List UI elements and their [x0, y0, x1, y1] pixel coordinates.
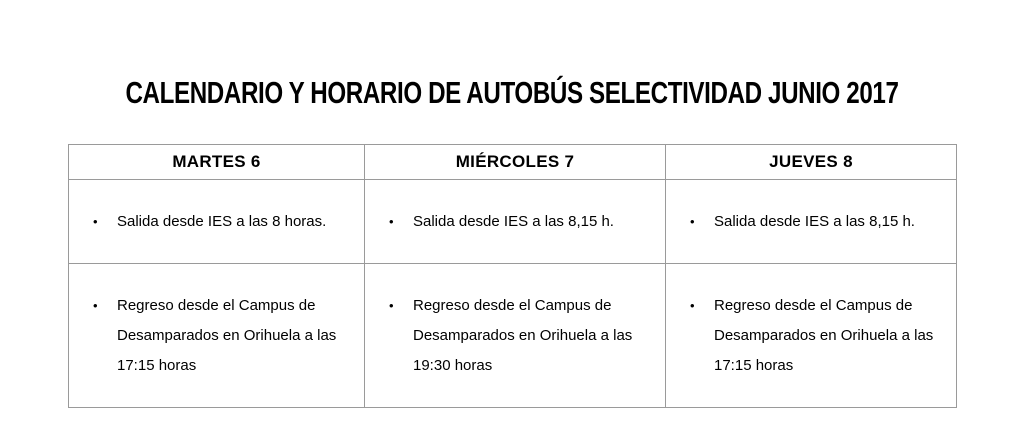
departure-text: Salida desde IES a las 8 horas.	[117, 213, 327, 230]
return-cell-tuesday	[69, 264, 365, 408]
header-row	[69, 145, 957, 180]
bullet-icon: •	[690, 298, 695, 313]
return-cell-wednesday	[365, 264, 666, 408]
header-day-wednesday: MIÉRCOLES 7	[365, 145, 666, 180]
return-text: Regreso desde el Campus de Desamparados en Orihuela a las 19:30 horas	[413, 297, 633, 374]
return-row	[69, 264, 957, 408]
departure-text: Salida desde IES a las 8,15 h.	[714, 213, 915, 230]
bullet-icon: •	[389, 298, 394, 313]
bullet-icon: •	[93, 214, 98, 229]
bullet-icon: •	[93, 298, 98, 313]
bullet-icon: •	[690, 214, 695, 229]
departure-row	[69, 180, 957, 264]
return-text: Regreso desde el Campus de Desamparados en Orihuela a las 17:15 horas	[117, 297, 337, 374]
return-cell-thursday	[666, 264, 957, 408]
bullet-icon: •	[389, 214, 394, 229]
header-day-tuesday: MARTES 6	[69, 145, 365, 180]
departure-cell-wednesday	[365, 180, 666, 264]
return-text: Regreso desde el Campus de Desamparados en Orihuela a las 17:15 horas	[714, 297, 934, 374]
header-day-thursday: JUEVES 8	[666, 145, 957, 180]
departure-cell-tuesday	[69, 180, 365, 264]
bus-schedule-table	[68, 144, 957, 408]
document-title: CALENDARIO Y HORARIO DE AUTOBÚS SELECTIVIDAD JUNIO 2017	[125, 75, 899, 110]
departure-text: Salida desde IES a las 8,15 h.	[413, 213, 614, 230]
departure-cell-thursday	[666, 180, 957, 264]
